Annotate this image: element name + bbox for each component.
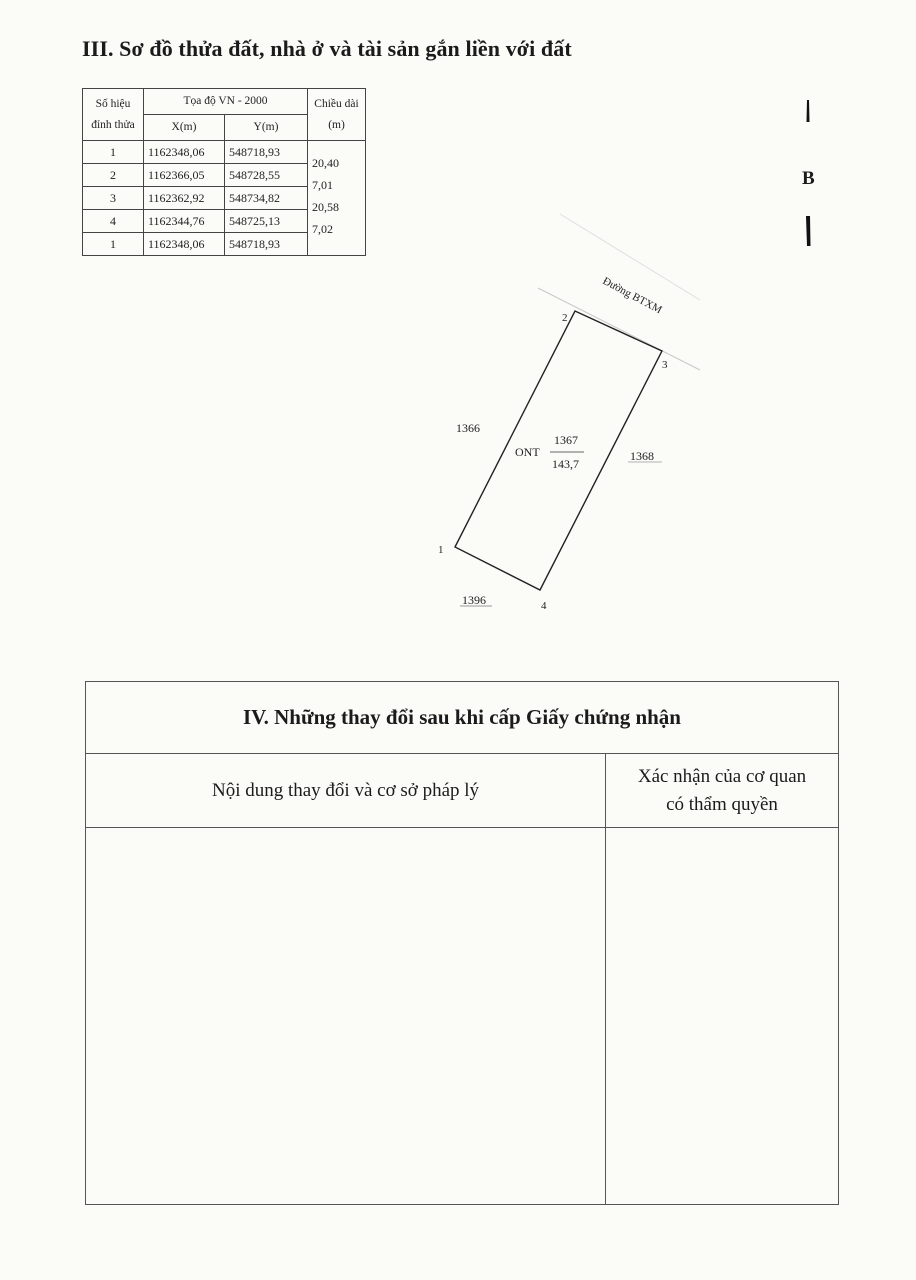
parcel-number-label: 1367: [554, 433, 578, 447]
parcel-area-label: 143,7: [552, 457, 579, 471]
cell-id: 4: [83, 210, 144, 233]
cell-y: 548728,55: [225, 164, 308, 187]
neighbor-south-label: 1396: [462, 593, 486, 607]
changes-content-area: [86, 828, 606, 1204]
length-value: 20,58: [312, 200, 339, 214]
header-point-id: Số hiệu đỉnh thửa: [83, 89, 144, 141]
header-y: Y(m): [225, 115, 308, 141]
header-x: X(m): [144, 115, 225, 141]
header-coord-system: Tọa độ VN - 2000: [144, 89, 308, 115]
header-length: Chiều dài (m): [308, 89, 366, 141]
confirmation-line-1: Xác nhận của cơ quan: [637, 765, 807, 787]
confirmation-content-area: [606, 828, 838, 1204]
vertex-3-label: 3: [662, 359, 668, 371]
length-value: 7,01: [312, 178, 333, 192]
vertex-2-label: 2: [562, 312, 568, 324]
cell-x: 1162344,76: [144, 210, 225, 233]
confirmation-line-2: có thẩm quyền: [666, 793, 778, 815]
cell-x: 1162366,05: [144, 164, 225, 187]
cell-x: 1162362,92: [144, 187, 225, 210]
length-value: 7,02: [312, 222, 333, 236]
section-4-title: IV. Những thay đổi sau khi cấp Giấy chứng nhận: [86, 682, 838, 754]
cell-id: 1: [83, 141, 144, 164]
column-header-changes: Nội dung thay đổi và cơ sở pháp lý: [86, 754, 606, 828]
cell-x: 1162348,06: [144, 233, 225, 256]
cell-y: 548725,13: [225, 210, 308, 233]
neighbor-west-label: 1366: [456, 421, 480, 435]
land-type-label: ONT: [515, 445, 540, 459]
road-edge-line: [538, 288, 700, 370]
cell-id: 3: [83, 187, 144, 210]
length-value: 20,40: [312, 156, 339, 170]
column-header-confirmation: [606, 754, 838, 828]
cell-id: 2: [83, 164, 144, 187]
section-3-title: III. Sơ đồ thửa đất, nhà ở và tài sản gắn liền với đất: [82, 36, 572, 61]
cell-id: 1: [83, 233, 144, 256]
neighbor-east-label: 1368: [630, 449, 654, 463]
cell-y: 548718,93: [225, 141, 308, 164]
road-label: Đường BTXM: [600, 275, 664, 317]
vertex-1-label: 1: [438, 544, 444, 556]
cell-x: 1162348,06: [144, 141, 225, 164]
cell-y: 548718,93: [225, 233, 308, 256]
section-4-box: [85, 681, 839, 1205]
cell-y: 548734,82: [225, 187, 308, 210]
vertex-4-label: 4: [541, 600, 547, 612]
north-letter: B: [802, 168, 815, 189]
